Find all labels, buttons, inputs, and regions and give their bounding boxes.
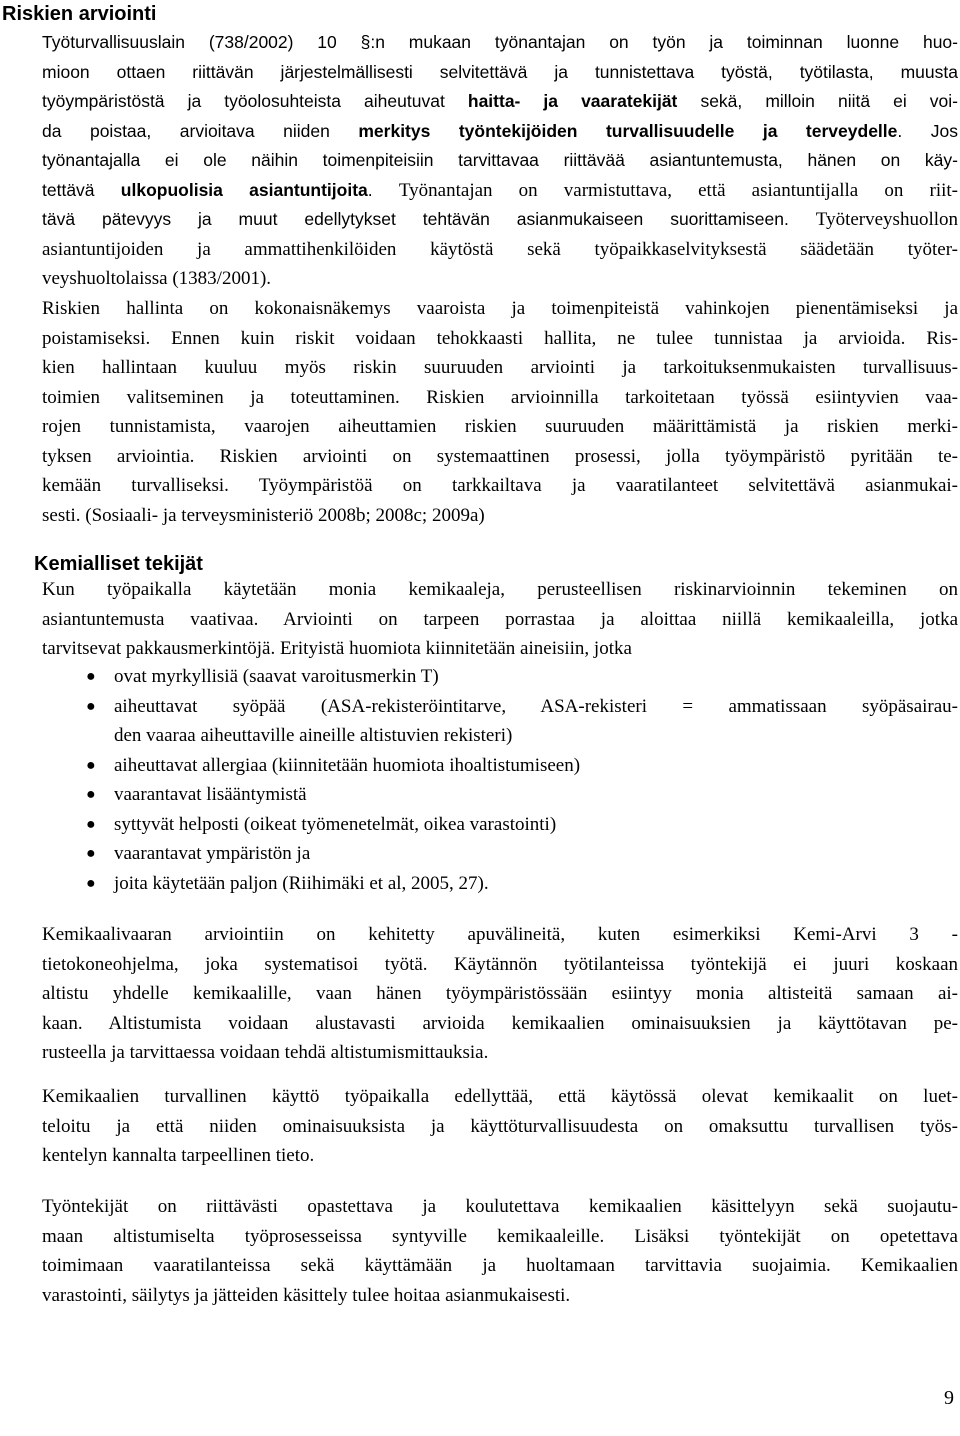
text-line: poistamiseksi. Ennen kuin riskit voidaan tehokkaasti hallita, ne tulee tunnistaa ja arvioida. Ris- (42, 327, 958, 349)
text-line: Kemikaalien turvallinen käyttö työpaikalla edellyttää, että käytössä olevat kemikaalit on luet- (42, 1086, 958, 1107)
text-line: Työturvallisuuslain (738/2002) 10 §:n mukaan työnantajan on työn ja toiminnan luonne huo- (42, 32, 958, 52)
list-item (42, 780, 958, 810)
paragraph-training (42, 1192, 958, 1310)
text-run: työympäristöstä ja työolosuhteista aiheutuvat (42, 91, 468, 111)
text-line: aiheuttavat allergiaa (kiinnitetään huomiota ihoaltistumiseen) (114, 754, 581, 776)
text-line (42, 176, 958, 206)
text-line: varastointi, säilytys ja jätteiden käsittely tulee hoitaa asianmukaisesti. (42, 1284, 571, 1306)
text-line: asiantuntijoiden ja ammattihenkilöiden käytöstä sekä työpaikkaselvityksestä säädetään työter- (42, 238, 958, 260)
text-line: tarvitsevat pakkausmerkintöjä. Erityistä huomiota kiinnitetään aineisiin, jotka (42, 638, 632, 659)
text-line: teloitu ja että niiden ominaisuuksista ja käyttöturvallisuudesta on omaksuttu turvallisen työs- (42, 1115, 958, 1137)
bullet-icon: ● (86, 697, 96, 715)
text-run (42, 121, 958, 141)
section-title-riskien-arviointi: Riskien arviointi (2, 3, 157, 25)
text-line: kien hallintaan kuuluu myös riskin suuruuden arviointi ja tarkoituksenmukaisten turvallisuus- (42, 357, 958, 378)
bullet-icon: ● (86, 845, 96, 862)
paragraph-chemicals-intro (42, 575, 958, 664)
text-line: Riskien hallinta on kokonaisnäkemys vaaroista ja toimenpiteistä vahinkojen pienentämiseksi ja (42, 298, 958, 319)
text-line: kemään turvalliseksi. Työympäristöä on tarkkailtava ja vaaratilanteet selvitettävä asianmukai- (42, 475, 958, 496)
list-item (42, 662, 958, 692)
text-line: tyksen arviointia. Riskien arviointi on systemaattinen prosessi, jolla työympäristö pyritään te- (42, 445, 958, 467)
text-line: tietokoneohjelma, joka systematisoi työtä. Käytännön työtilanteissa työntekijä ei juuri koskaan (42, 953, 958, 975)
text-line: Työntekijät on riittävästi opastettava ja koulutettava kemikaalien käsittelyyn sekä suojautu- (42, 1196, 958, 1217)
text-line: vaarantavat ympäristön ja (114, 843, 311, 864)
paragraph-safe-use (42, 1082, 958, 1171)
bold-text: ulkopuolisia asiantuntijoita (120, 179, 368, 200)
text-run (42, 91, 958, 111)
text-line: toimimaan vaaratilanteissa sekä käyttämään ja huoltamaan tarvittavia suojaimia. Kemikaalien (42, 1255, 958, 1276)
text-line (42, 87, 958, 117)
text-line: Kun työpaikalla käytetään monia kemikaaleja, perusteellisen riskinarvioinnin tekeminen on (42, 579, 958, 600)
text-run (42, 180, 399, 200)
paragraph-kemi-arvi (42, 920, 958, 1068)
text-line: asiantuntemusta vaativaa. Arviointi on tarpeen porrastaa ja aloittaa niillä kemikaaleilla, jotka (42, 608, 958, 630)
text-line: ovat myrkyllisiä (saavat varoitusmerkin T) (114, 666, 439, 687)
bullet-icon: ● (86, 786, 96, 803)
list-item (42, 869, 958, 899)
text-line: kaan. Altistumista voidaan alustavasti arvioida kemikaalien ominaisuuksien ja käyttötavan pe- (42, 1012, 958, 1034)
text-line: mioon ottaen riittävän järjestelmällisesti selvitettävä ja tunnistettava työstä, työtilasta, muusta (42, 61, 958, 82)
text-line: veyshuoltolaissa (1383/2001). (42, 268, 272, 289)
text-run: tettävä (42, 179, 121, 200)
bullet-icon: ● (86, 815, 96, 833)
list-item (42, 692, 958, 751)
text-run: . Jos (897, 120, 958, 141)
text-line: den vaaraa aiheuttaville aineille altistuvien rekisteri) (114, 725, 513, 746)
text-line: vaarantavat lisääntymistä (114, 784, 307, 805)
text-line: aiheuttavat syöpää (ASA-rekisteröintitarve, ASA-rekisteri = ammatissaan syöpäsairau- (114, 695, 958, 717)
section-title-kemialliset-tekijat: Kemialliset tekijät (34, 553, 203, 575)
text-line: kentelyn kannalta tarpeellinen tieto. (42, 1145, 315, 1166)
paragraph-law (42, 28, 958, 294)
text-line: työnantajalla ei ole näihin toimenpiteisiin tarvittavaa riittävää asiantuntemusta, hänen on käy- (42, 150, 958, 170)
bullet-icon: ● (86, 668, 96, 685)
text-run: tävä pätevyys ja muut edellytykset tehtävän asianmukaiseen suorittamiseen. (42, 209, 816, 229)
list-item (42, 751, 958, 781)
text-run: Työterveyshuollon (815, 209, 958, 230)
text-line: rusteella ja tarvittaessa voidaan tehdä altistumismittauksia. (42, 1042, 489, 1063)
text-run: . (367, 179, 399, 200)
text-run: sekä, milloin niitä ei voi- (677, 91, 958, 111)
bullet-icon: ● (86, 756, 96, 774)
text-line: joita käytetään paljon (Riihimäki et al, 2005, 27). (114, 872, 489, 894)
text-line: syttyvät helposti (oikeat työmenetelmät, oikea varastointi) (114, 813, 557, 835)
bullet-icon: ● (86, 874, 96, 892)
text-run: da poistaa, arvioitava niiden (42, 120, 359, 141)
text-line: rojen tunnistamista, vaarojen aiheuttamien riskien suuruuden määrittämistä ja riskien merki- (42, 416, 958, 437)
text-line: Kemikaalivaaran arviointiin on kehitetty apuvälineitä, kuten esimerkiksi Kemi-Arvi 3 - (42, 924, 958, 945)
text-line: sesti. (Sosiaali- ja terveysministeriö 2008b; 2008c; 2009a) (42, 504, 485, 526)
paragraph-risk-management (42, 294, 958, 530)
hazard-bullet-list (42, 662, 958, 898)
page-number: 9 (944, 1387, 954, 1409)
text-line: toimien valitseminen ja toteuttaminen. Riskien arvioinnilla tarkoitetaan työssä esiintyvien vaa- (42, 386, 958, 408)
text-line: maan altistumiselta työprosesseissa syntyville kemikaaleille. Lisäksi työntekijät on opetettava (42, 1225, 958, 1247)
list-item (42, 810, 958, 840)
text-line (42, 205, 958, 235)
text-line (42, 117, 958, 147)
list-item (42, 839, 958, 869)
text-line: altistu yhdelle kemikaalille, vaan hänen työympäristössään esiintyy monia altisteitä samaan ai- (42, 983, 958, 1004)
bold-text: merkitys työntekijöiden turvallisuudelle ja terveydelle (358, 120, 898, 141)
text-run: Työnantajan on varmistuttava, että asiantuntijalla on riit- (398, 179, 959, 201)
bold-text: haitta- ja vaaratekijät (467, 91, 678, 111)
